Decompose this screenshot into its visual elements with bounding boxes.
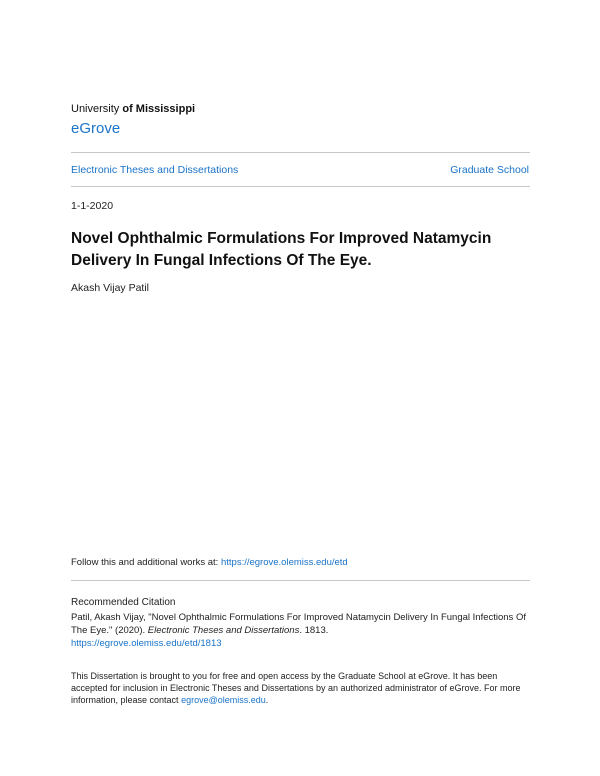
citation-url-link[interactable]: https://egrove.olemiss.edu/etd/1813 — [71, 638, 222, 649]
follow-url-link[interactable]: https://egrove.olemiss.edu/etd — [220, 557, 348, 568]
university-rest: of Mississippi — [119, 103, 196, 115]
follow-line — [71, 557, 348, 568]
citation-text: Patil, Akash Vijay, "Novel Ophthalmic Formulations For Improved Natamycin Delivery In Fungal Infections Of The Eye." (2020). — [71, 612, 526, 636]
egrove-link[interactable]: eGrove — [71, 120, 121, 137]
publication-date: 1-1-2020 — [71, 200, 114, 212]
top-divider — [71, 152, 530, 153]
breadcrumb-collection-link[interactable]: Electronic Theses and Dissertations — [71, 164, 239, 176]
notice-end: . — [265, 695, 269, 705]
university-prefix: University — [71, 103, 120, 115]
citation-body — [71, 611, 536, 650]
follow-text: Follow this and additional works at: — [71, 557, 221, 568]
notice-text: This Dissertation is brought to you for free and open access by the Graduate School at eGrove. It has been accepted for inclusion in Electronic Theses and Dissertations by an authorized administrator of eGrove. For more information, please contact — [71, 671, 521, 705]
author-name: Akash Vijay Patil — [71, 282, 150, 294]
contact-email-link[interactable]: egrove@olemiss.edu — [181, 695, 266, 705]
citation-heading: Recommended Citation — [71, 597, 176, 608]
access-notice — [71, 670, 536, 706]
breadcrumb-school-link[interactable]: Graduate School — [450, 164, 529, 176]
citation-divider — [71, 580, 530, 581]
document-title: Novel Ophthalmic Formulations For Improved Natamycin Delivery In Fungal Infections Of The Eye. — [71, 230, 492, 269]
bottom-divider — [71, 186, 530, 187]
citation-series: Electronic Theses and Dissertations — [147, 625, 300, 636]
university-name — [71, 103, 195, 115]
citation-suffix: . 1813. — [299, 625, 329, 636]
